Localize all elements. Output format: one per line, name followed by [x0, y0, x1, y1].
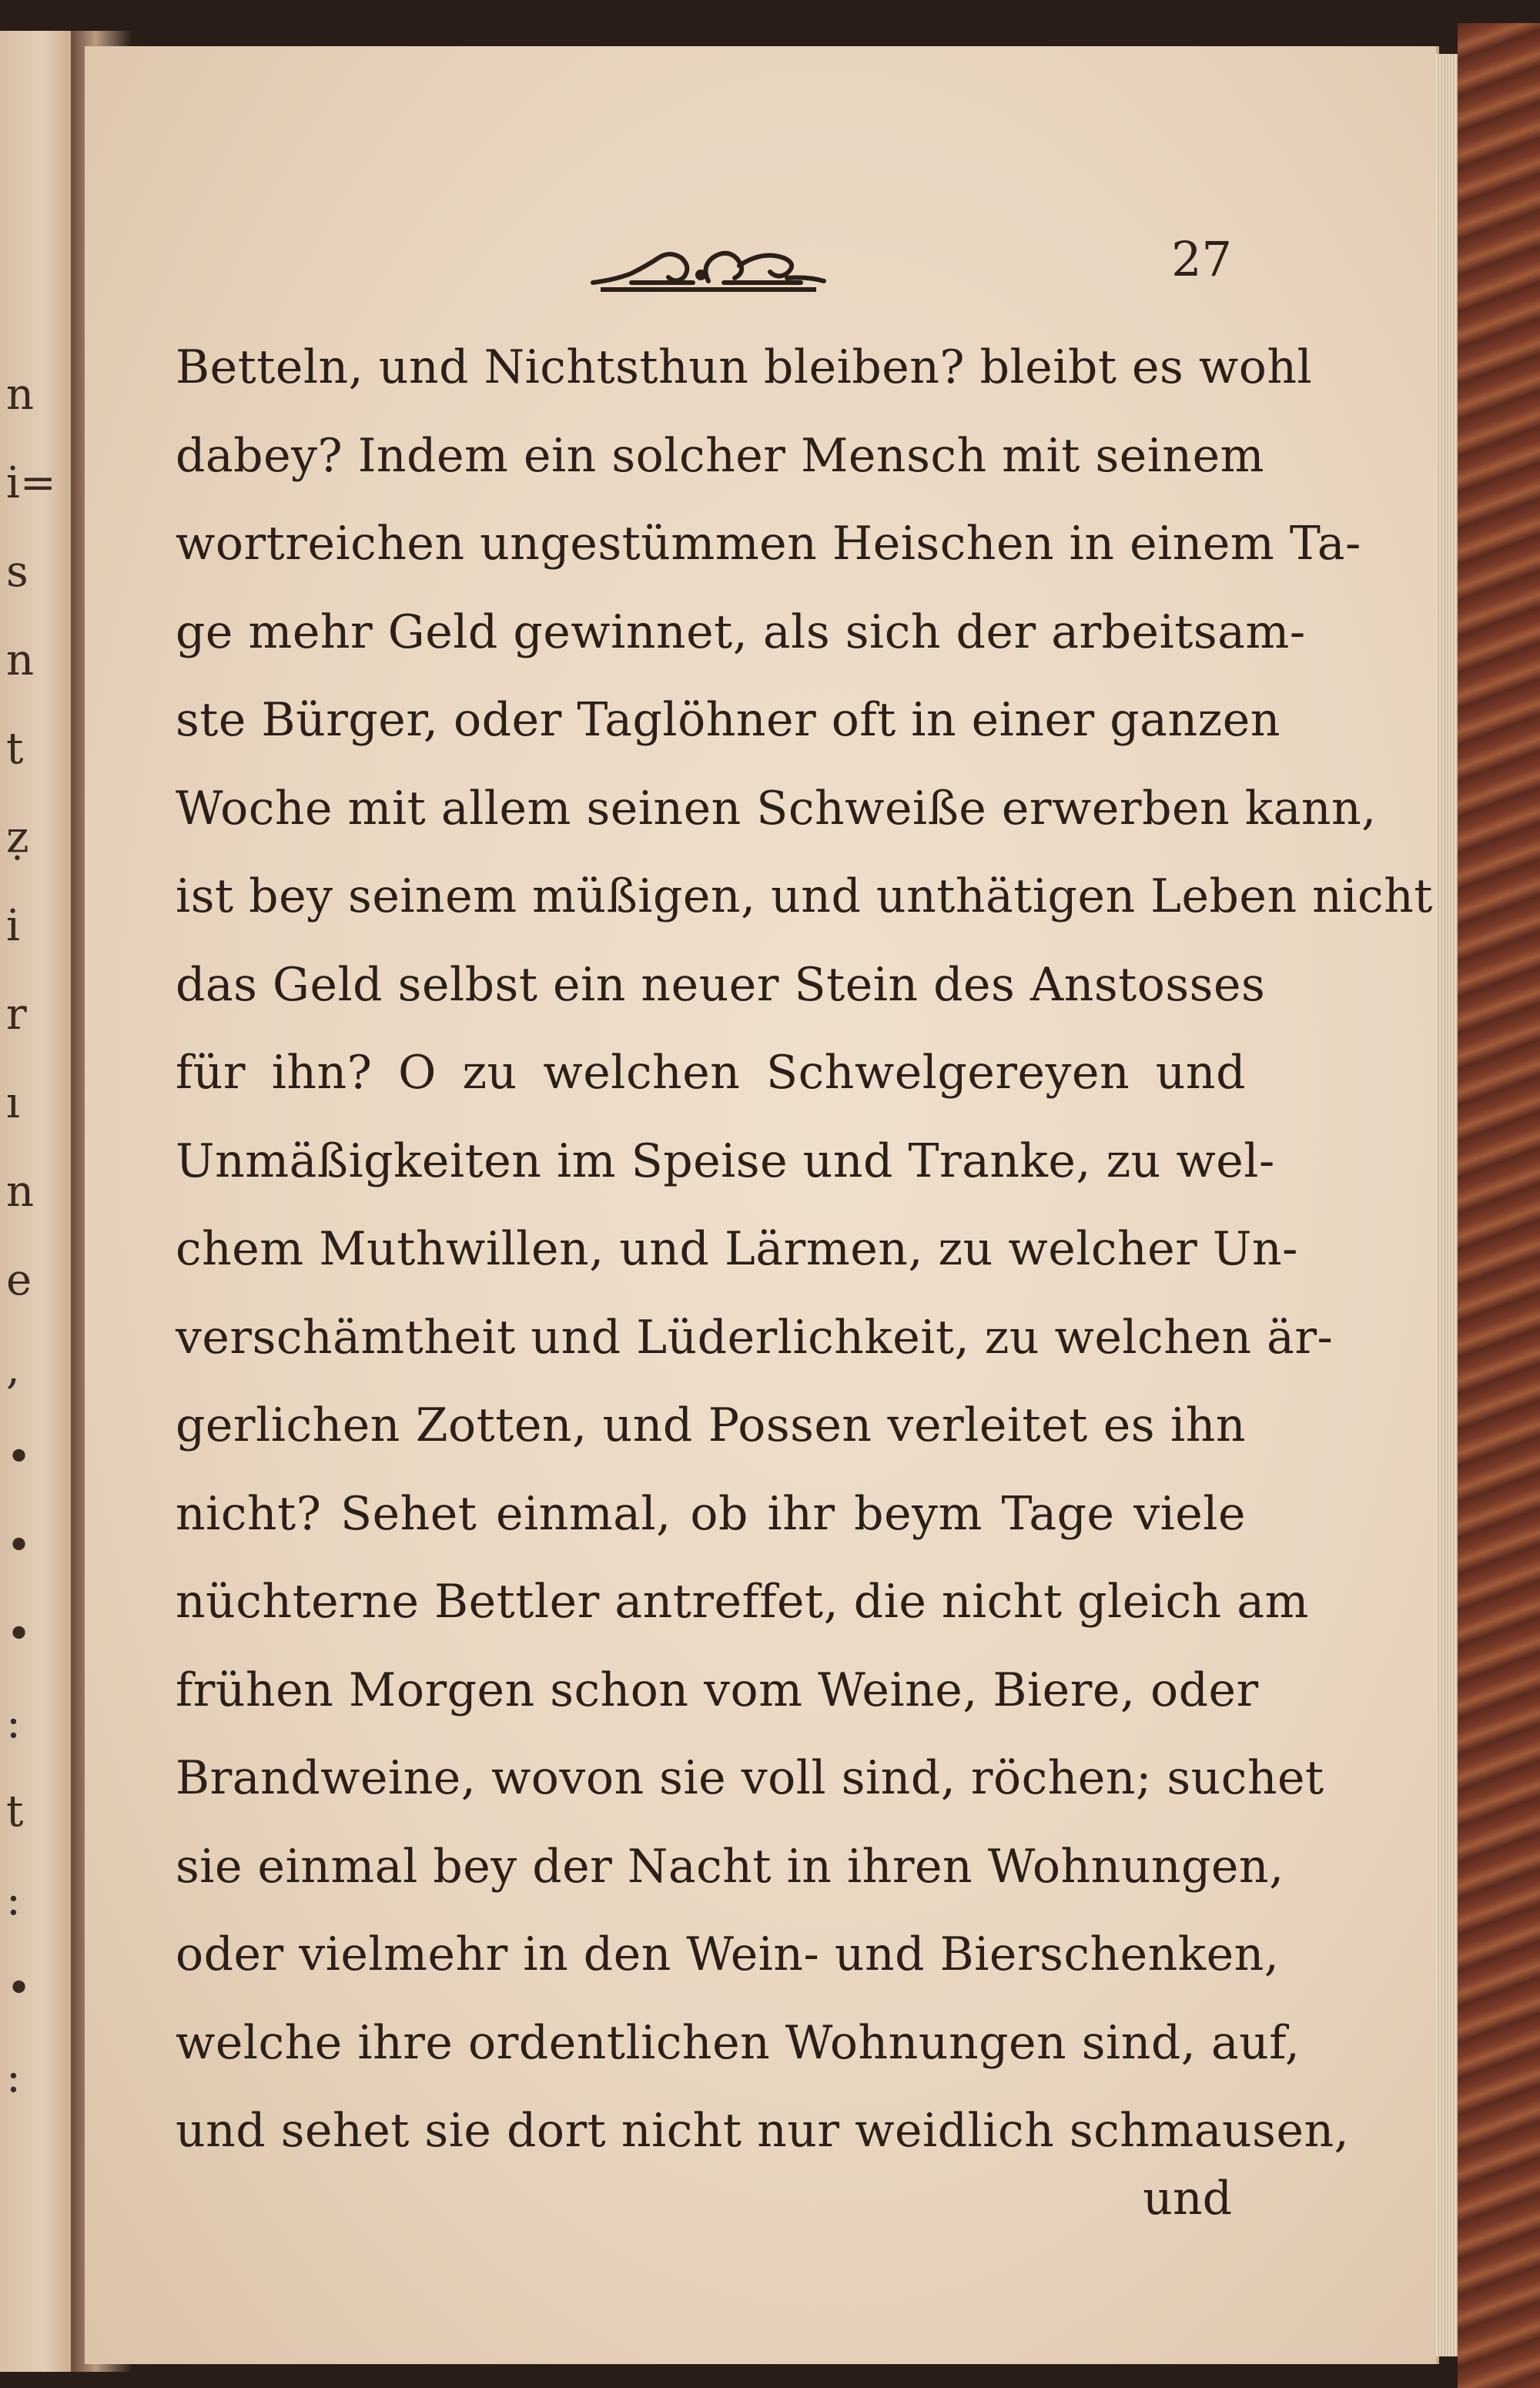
left-page-fragment: •	[6, 1432, 32, 1482]
left-page-fragment: •	[6, 1521, 32, 1571]
left-page-fragment: n	[6, 370, 35, 420]
text-line: nüchterne Bettler antreffet, die nicht gleich am	[176, 1575, 1309, 1629]
text-line: welche ihre ordentlichen Wohnungen sind, auf,	[176, 2015, 1301, 2070]
left-page-fragment: •	[6, 1964, 32, 2014]
left-page-fragment: ı	[6, 1078, 20, 1128]
text-line: Unmäßigkeiten im Speise und Tranke, zu wel-	[176, 1134, 1275, 1188]
ornament-icon	[585, 235, 832, 304]
left-page-fragment: ,	[6, 1344, 20, 1394]
text-line: für ihn? O zu welchen Schwelgereyen und	[176, 1046, 1246, 1100]
text-line: das Geld selbst ein neuer Stein des Anstosses	[176, 957, 1266, 1012]
text-line: wortreichen ungestümmen Heischen in einem Ta-	[176, 517, 1361, 571]
left-page-fragment: :	[6, 2052, 21, 2102]
left-page-fragment: n	[6, 1167, 35, 1217]
page-edges	[1436, 54, 1458, 2356]
text-line: und sehet sie dort nicht nur weidlich schmausen,	[176, 2104, 1350, 2158]
text-line: frühen Morgen schon vom Weine, Biere, oder	[176, 1663, 1259, 1717]
text-line: Woche mit allem seinen Schweiße erwerben kann,	[176, 781, 1377, 836]
text-line: sie einmal bey der Nacht in ihren Wohnungen,	[176, 1839, 1284, 1894]
text-line: nicht? Sehet einmal, ob ihr beym Tage viele	[176, 1486, 1246, 1541]
page-number: 27	[1171, 231, 1232, 287]
text-line: Brandweine, wovon sie voll sind, röchen; suchet	[176, 1751, 1324, 1805]
left-page-fragment: n	[6, 635, 35, 685]
text-line: verschämtheit und Lüderlichkeit, zu welchen är-	[176, 1310, 1334, 1365]
left-page-fragment: i	[6, 901, 20, 951]
text-line: oder vielmehr in den Wein- und Bierschenken,	[176, 1927, 1280, 1981]
body-text	[176, 323, 1433, 2175]
left-page-fragment: t	[6, 724, 24, 774]
left-page-edge	[0, 31, 73, 2372]
left-page-fragment: s	[6, 547, 28, 597]
left-page-fragment: •	[6, 1609, 32, 1660]
left-page-fragment: e	[6, 1255, 32, 1305]
text-line: chem Muthwillen, und Lärmen, zu welcher Un-	[176, 1222, 1298, 1276]
text-line: gerlichen Zotten, und Possen verleitet es ihn	[176, 1398, 1246, 1452]
text-line: Betteln, und Nichtsthun bleiben? bleibt es wohl	[176, 340, 1313, 394]
left-page-fragment: r	[6, 990, 27, 1040]
left-page-fragment: :	[6, 1698, 21, 1748]
left-page-fragment: t	[6, 1787, 24, 1837]
left-page-fragment: i=	[6, 458, 56, 508]
text-line: ste Bürger, oder Taglöhner oft in einer ganzen	[176, 693, 1281, 747]
left-page-fragment: ẓ	[6, 812, 29, 862]
text-line: ge mehr Geld gewinnet, als sich der arbeitsam-	[176, 605, 1306, 659]
marbled-cover-board	[1458, 23, 1540, 2388]
left-page-fragment: :	[6, 1875, 21, 1925]
catchword: und	[1143, 2172, 1232, 2226]
text-line: ist bey seinem müßigen, und unthätigen Leben nicht	[176, 869, 1433, 923]
text-line: dabey? Indem ein solcher Mensch mit seinem	[176, 428, 1264, 483]
